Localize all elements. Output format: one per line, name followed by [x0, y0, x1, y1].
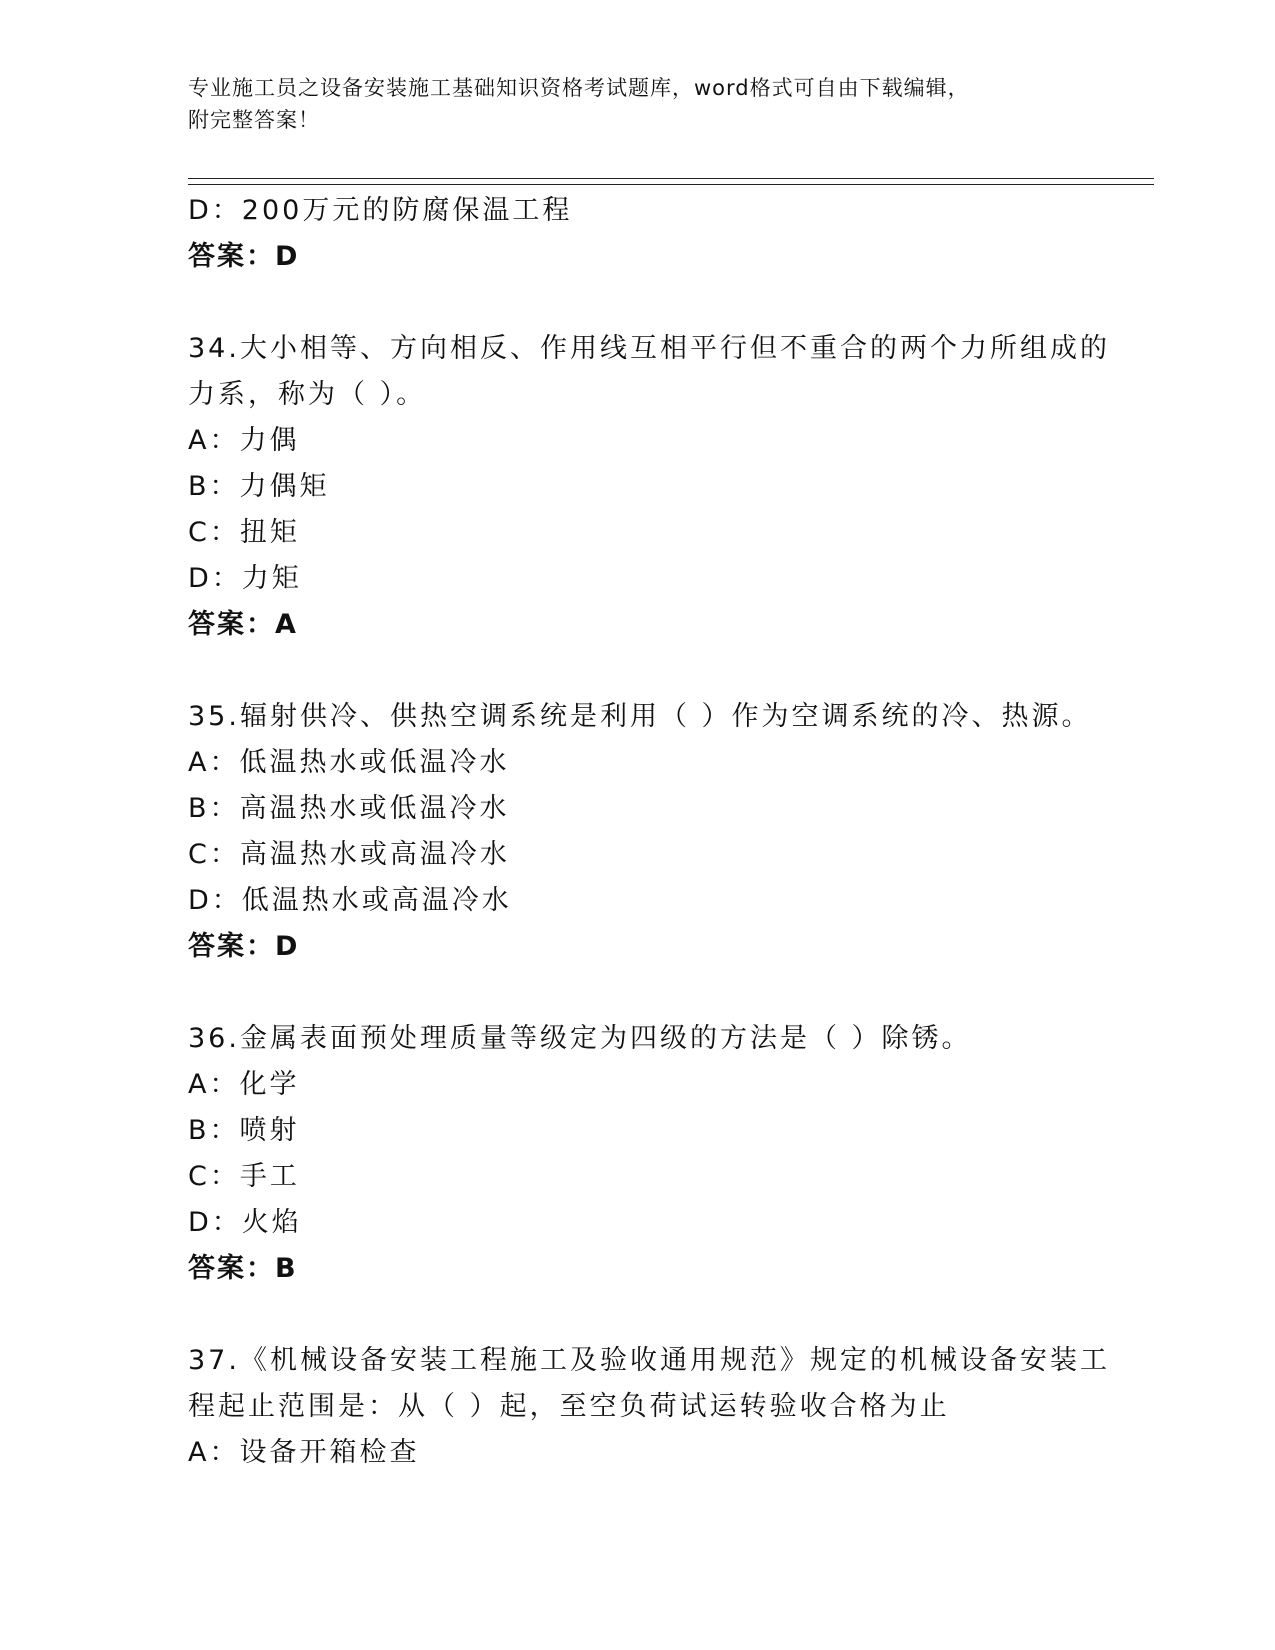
header-line-1: 专业施工员之设备安装施工基础知识资格考试题库，word格式可自由下载编辑， — [188, 76, 970, 100]
answer: 答案：D — [188, 931, 300, 962]
option-a: A：化学 — [188, 1069, 300, 1100]
answer: 答案：B — [188, 1253, 298, 1284]
question-stem-line: 力系，称为（ ）。 — [188, 379, 427, 410]
spacer — [188, 280, 1088, 326]
spacer — [188, 970, 1088, 1016]
question-stem-line: 37.《机械设备安装工程施工及验收通用规范》规定的机械设备安装工 — [188, 1345, 1110, 1376]
option-d: D：力矩 — [188, 563, 302, 594]
header-line-2: 附完整答案！ — [188, 108, 320, 132]
answer: 答案：A — [188, 609, 298, 640]
prev-option-d: D：200万元的防腐保温工程 — [188, 195, 573, 226]
question-stem-line: 35.辐射供冷、供热空调系统是利用（ ）作为空调系统的冷、热源。 — [188, 701, 1092, 732]
option-c: C：高温热水或高温冷水 — [188, 839, 510, 870]
option-d: D：火焰 — [188, 1207, 302, 1238]
option-a: A：力偶 — [188, 425, 300, 456]
header-divider — [188, 178, 1154, 185]
spacer — [188, 1292, 1088, 1338]
question-37 — [188, 1338, 1110, 1476]
option-a: A：低温热水或低温冷水 — [188, 747, 510, 778]
option-a: A：设备开箱检查 — [188, 1437, 420, 1468]
question-stem-line: 36.金属表面预处理质量等级定为四级的方法是（ ）除锈。 — [188, 1023, 972, 1054]
question-34 — [188, 326, 1110, 648]
question-36 — [188, 1016, 1088, 1292]
question-35 — [188, 694, 1092, 970]
option-b: B：力偶矩 — [188, 471, 330, 502]
question-stem-line: 程起止范围是：从（ ）起，至空负荷试运转验收合格为止 — [188, 1391, 950, 1422]
option-b: B：高温热水或低温冷水 — [188, 793, 510, 824]
prev-answer: 答案：D — [188, 241, 300, 272]
page-header — [188, 72, 1088, 136]
question-stem-line: 34.大小相等、方向相反、作用线互相平行但不重合的两个力所组成的 — [188, 333, 1110, 364]
option-c: C：手工 — [188, 1161, 300, 1192]
option-c: C：扭矩 — [188, 517, 300, 548]
option-b: B：喷射 — [188, 1115, 300, 1146]
option-d: D：低温热水或高温冷水 — [188, 885, 512, 916]
spacer — [188, 648, 1088, 694]
document-body — [188, 188, 1110, 1476]
